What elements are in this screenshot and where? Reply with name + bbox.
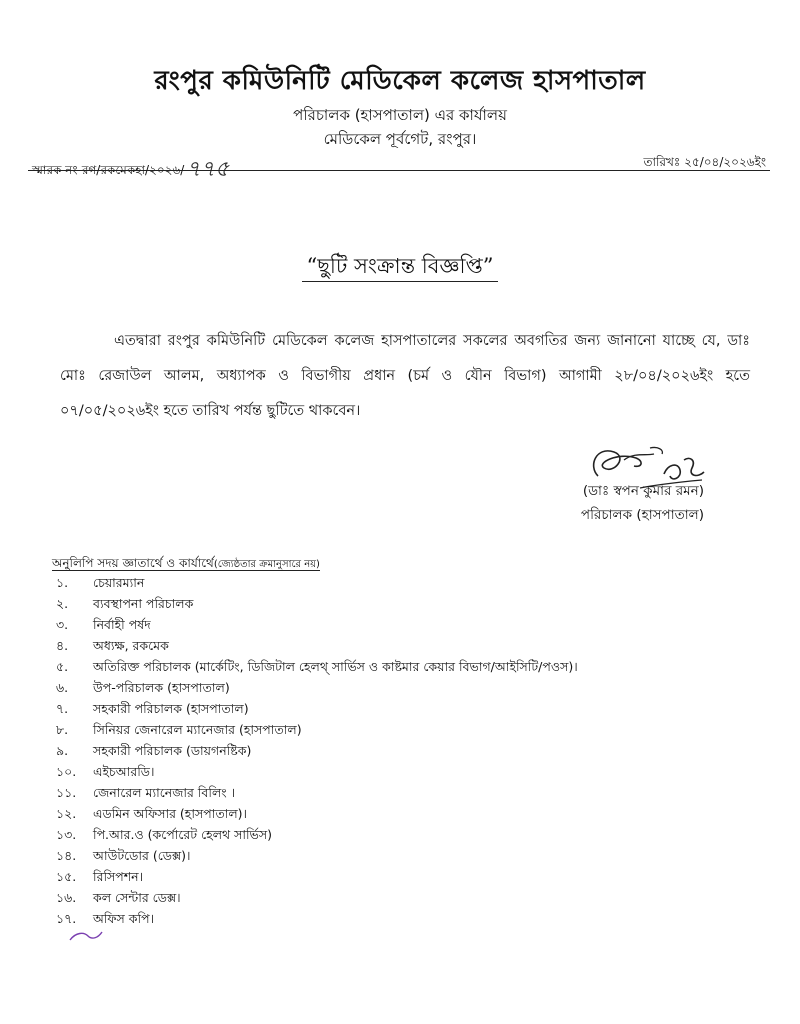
list-item — [56, 572, 578, 593]
list-item-number: ১৭. — [56, 911, 77, 926]
list-item-text: এইচআরডি। — [93, 764, 155, 779]
signatory-name: (ডাঃ স্বপন কুমার রমন) — [582, 483, 704, 499]
list-item-number: ১০. — [56, 764, 77, 779]
body-paragraph: এতদ্বারা রংপুর কমিউনিটি মেডিকেল কলেজ হাসপাতালের সকলের অবগতির জন্য জানানো যাচ্ছে যে, ডাঃ মোঃ রেজাউল আলম, অধ্যাপক ও বিভাগীয় প্রধান (চর্ম ও যৌন বিভাগ) আগামী ২৮/০৪/২০২৬ইং হতে ০৭/০৫/২০২৬ইং হতে তারিখ পর্যন্ত ছুটিতে থাকবেন। — [60, 333, 750, 419]
notice-body — [60, 324, 750, 429]
list-item-text: উপ-পরিচালক (হাসপাতাল) — [93, 680, 230, 695]
list-item-number: ১. — [56, 575, 69, 590]
list-item-text: এডমিন অফিসার (হাসপাতাল)। — [93, 806, 248, 821]
list-item-number: ৪. — [56, 638, 69, 653]
list-item — [56, 635, 578, 656]
list-item-text: চেয়ারম্যান — [93, 575, 145, 590]
header-divider — [28, 170, 770, 171]
list-item-number: ১৩. — [56, 827, 77, 842]
copy-list-note: (জ্যেষ্ঠতার ক্রমানুসারে নয়) — [213, 559, 320, 570]
list-item-text: পি.আর.ও (কর্পোরেট হেলথ সার্ভিস) — [93, 827, 273, 842]
copy-list-heading-text: অনুলিপি সদয় জ্ঞাতার্থে ও কার্যার্থে — [52, 556, 214, 570]
office-name: পরিচালক (হাসপাতাল) এর কার্যালয় — [293, 106, 507, 124]
list-item-text: সহকারী পরিচালক (ডায়গনষ্টিক) — [93, 743, 252, 758]
list-item-text: সিনিয়র জেনারেল ম্যানেজার (হাসপাতাল) — [93, 722, 302, 737]
list-item — [56, 866, 578, 887]
list-item — [56, 719, 578, 740]
list-item-text: কল সেন্টার ডেক্স। — [93, 890, 181, 905]
list-item — [56, 698, 578, 719]
list-item — [56, 614, 578, 635]
memo-date: তারিখঃ ২৫/০৪/২০২৬ইং — [643, 155, 766, 169]
list-item-number: ২. — [56, 596, 69, 611]
list-item-text: অধ্যক্ষ, রকমেক — [93, 638, 169, 653]
signatory-title: পরিচালক (হাসপাতাল) — [580, 507, 704, 523]
list-item-number: ৬. — [56, 680, 69, 695]
list-item-number: ১১. — [56, 785, 77, 800]
list-item-text: জেনারেল ম্যানেজার বিলিং । — [93, 785, 236, 800]
list-item — [56, 656, 578, 677]
list-item-number: ৯. — [56, 743, 69, 758]
list-item-number: ১৪. — [56, 848, 77, 863]
institution-title: রংপুর কমিউনিটি মেডিকেল কলেজ হাসপাতাল — [154, 66, 646, 96]
list-item — [56, 593, 578, 614]
list-item — [56, 845, 578, 866]
list-item — [56, 677, 578, 698]
list-item — [56, 908, 578, 929]
list-item — [56, 761, 578, 782]
list-item — [56, 824, 578, 845]
list-item-text: সহকারী পরিচালক (হাসপাতাল) — [93, 701, 249, 716]
list-item-number: ১৫. — [56, 869, 77, 884]
list-item-text: অফিস কপি। — [93, 911, 155, 926]
list-item-number: ৫. — [56, 659, 69, 674]
ink-mark-icon — [66, 926, 106, 946]
list-item-text: রিসিপশন। — [93, 869, 144, 884]
list-item-number: ৩. — [56, 617, 69, 632]
list-item — [56, 740, 578, 761]
list-item-number: ৮. — [56, 722, 69, 737]
list-item-number: ১২. — [56, 806, 77, 821]
list-item-number: ১৬. — [56, 890, 77, 905]
memo-prefix: স্মারক নং-রগ/রকমেকহা/২০২৬/ — [32, 163, 185, 177]
list-item — [56, 803, 578, 824]
list-item — [56, 782, 578, 803]
list-item-text: আউটডোর (ডেক্স)। — [93, 848, 191, 863]
list-item-text: নির্বাহী পর্ষদ — [93, 617, 151, 632]
memo-number — [32, 150, 229, 187]
list-item-text: অতিরিক্ত পরিচালক (মার্কেটিং, ডিজিটাল হেলথ্ সার্ভিস ও কাষ্টমার কেয়ার বিভাগ/আইসিটি/পওস)। — [93, 659, 578, 674]
list-item-text: ব্যবস্থাপনা পরিচালক — [93, 596, 194, 611]
notice-subject — [0, 250, 800, 285]
memo-handwritten-number: ৭৭৫ — [186, 157, 230, 182]
copy-list — [56, 572, 578, 929]
list-item-number: ৭. — [56, 701, 69, 716]
office-address: মেডিকেল পূর্বগেট, রংপুর। — [323, 130, 477, 148]
subject-text: “ছুটি সংক্রান্ত বিজ্ঞপ্তি” — [302, 254, 497, 282]
list-item — [56, 887, 578, 908]
